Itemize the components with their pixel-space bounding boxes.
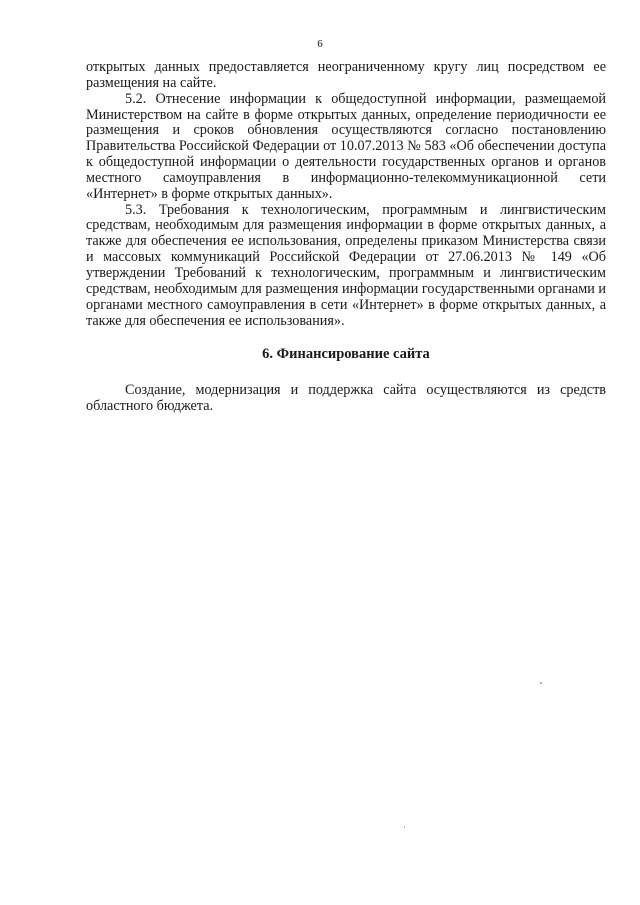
paragraph-financing: Создание, модернизация и поддержка сайта осуществляются из средств областного бюджета. (86, 382, 606, 415)
scan-speck (540, 682, 542, 684)
scan-speck (404, 826, 405, 828)
page-number: 6 (317, 38, 323, 50)
paragraph-5-3: 5.3. Требования к технологическим, программным и лингвистическим средствам, необходимым для размещения информации в форме открытых данных, а также для обеспечения ее использования, определены приказом Министерства связи и массовых коммуникаций Российской Федерации от 27.06.2013 № 149 «Об утверждении Требований к технологическим, программным и лингвистическим средствам, необходимым для размещения информации государственными органами и органами местного самоуправления в сети «Интернет» в форме открытых данных, а также для обеспечения ее использования». (86, 201, 606, 329)
document-body (86, 60, 606, 415)
section-heading: 6. Финансирование сайта (262, 346, 430, 363)
paragraph-continuation: открытых данных предоставляется неограниченному кругу лиц посредством ее размещения на сайте. (86, 59, 606, 91)
paragraph-5-2: 5.2. Отнесение информации к общедоступной информации, размещаемой Министерством на сайте в форме открытых данных, определение периодичности ее размещения и сроков обновления осуществляются согласно постановлению Правительства Российской Федерации от 10.07.2013 № 583 «Об обеспечении доступа к общедоступной информации о деятельности государственных органов и органов местного самоуправления в информационно-телекоммуникационной сети «Интернет» в форме открытых данных». (86, 90, 606, 202)
